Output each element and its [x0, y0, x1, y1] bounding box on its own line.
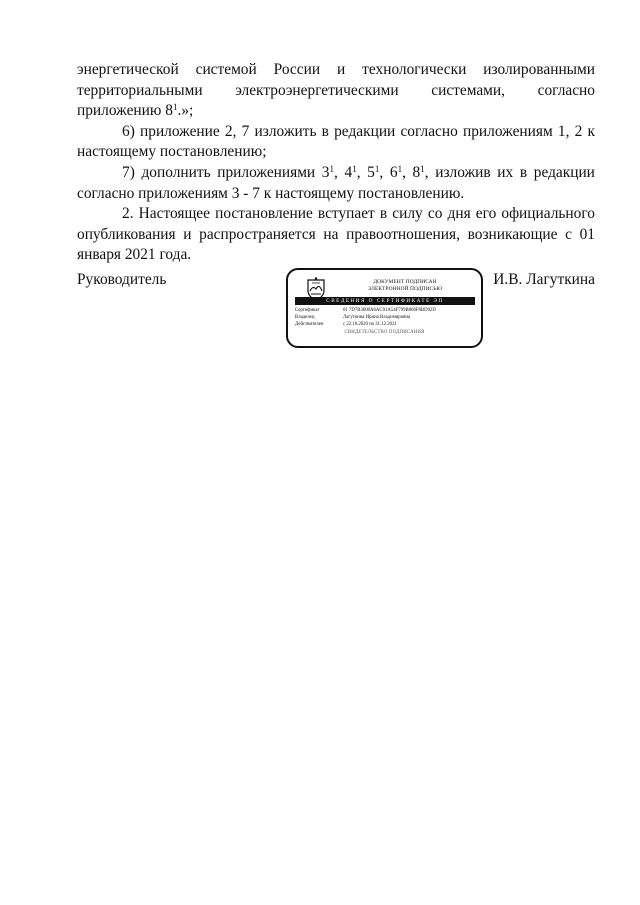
- stamp-label: Действителен: [295, 322, 324, 327]
- item-7: [77, 163, 595, 204]
- stamp-value: с 22.10.2020 по 31.12.2021: [343, 322, 397, 327]
- paragraph-continuation: [77, 60, 595, 122]
- stamp-row-validity: [295, 321, 480, 328]
- signer-title: Руководитель: [77, 271, 167, 288]
- appendix-ref: $3^1$,: [321, 163, 338, 181]
- document-body: [77, 60, 595, 266]
- stamp-heading: ЭЛЕКТРОННОЙ ПОДПИСЬЮ: [367, 286, 443, 292]
- signature-block: [77, 271, 595, 355]
- stamp-label: Владелец: [295, 315, 315, 320]
- item-2: 2. Настоящее постановление вступает в силу со дня его официального опубликования и распространяется на правоотношения, возникающие с 01 января 2021 года.: [77, 205, 595, 264]
- signer-name: И.В. Лагуткина: [493, 271, 595, 288]
- appendix-ref: $4^1$,: [344, 163, 361, 181]
- appendix-ref: $6^1$,: [389, 163, 406, 181]
- stamp-row-owner: [295, 314, 480, 321]
- item-7-end: изложив их в редакции согласно приложениям 3 - 7 к настоящему постановлению.: [77, 163, 595, 202]
- stamp-row-certificate: [295, 307, 480, 314]
- stamp-certificate-bar: СВЕДЕНИЯ О СЕРТИФИКАТЕ ЭП: [295, 297, 475, 305]
- stamp-value: Лагуткина Ирина Владимировна: [343, 315, 411, 320]
- stamp-footer: СВИДЕТЕЛЬСТВО ПОДПИСАНИЯ: [344, 330, 425, 335]
- stamp-heading: ДОКУМЕНТ ПОДПИСАН: [373, 279, 437, 285]
- appendix-ref: 8: [165, 102, 173, 120]
- paragraph-text: энергетической системой России и технологически изолированными территориальными электроэнергетическими системами, согласно приложению: [77, 61, 595, 120]
- appendix-ref: $8^1$,: [412, 163, 429, 181]
- closing-quote: .»;: [177, 102, 194, 120]
- item-7-start: 7) дополнить приложениями: [122, 163, 316, 181]
- superscript: 1: [172, 102, 178, 113]
- item-6: 6) приложение 2, 7 изложить в редакции согласно приложениям 1, 2 к настоящему постановлению;: [77, 122, 595, 161]
- electronic-signature-stamp: [286, 268, 483, 348]
- stamp-label: Сертификат: [295, 308, 320, 313]
- appendix-ref: $5^1$,: [367, 163, 384, 181]
- stamp-value: 01 7D7B3600A6AC91A54F799B866F8BD92D: [343, 308, 436, 313]
